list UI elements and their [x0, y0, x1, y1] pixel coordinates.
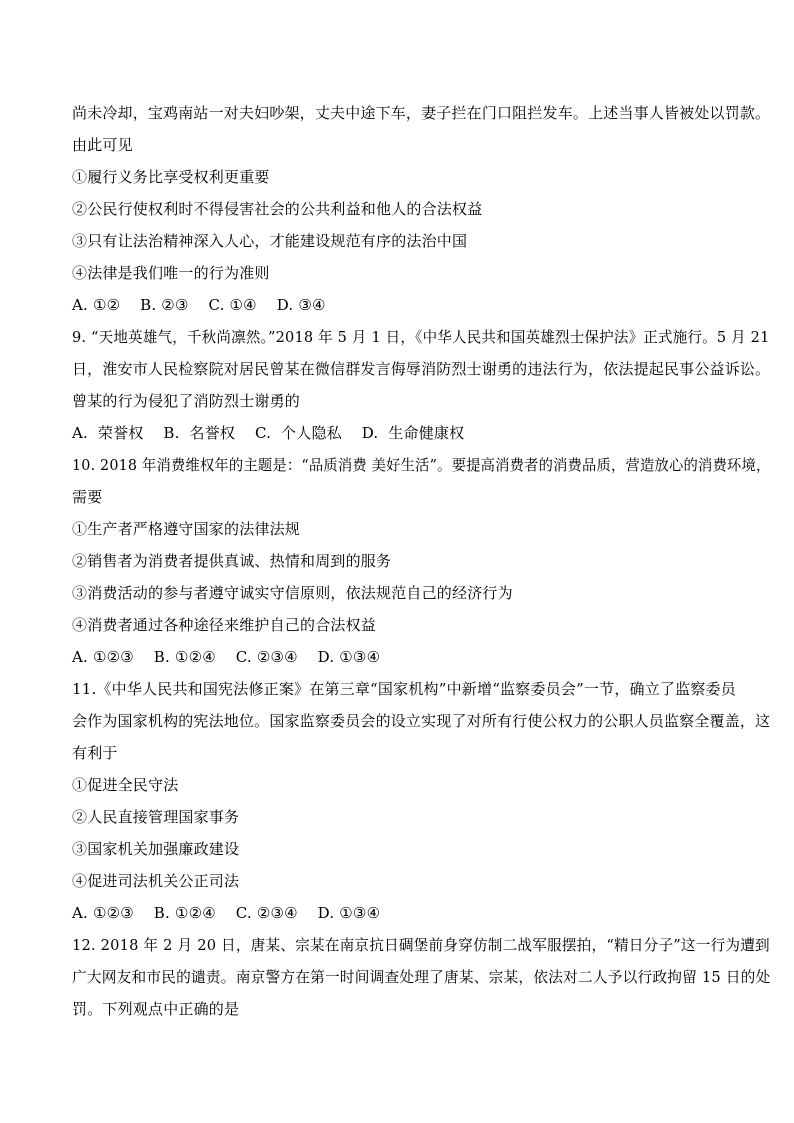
q9-stem-line-3: 曾某的行为侵犯了消防烈士谢勇的	[72, 392, 301, 410]
q10-option-4: ④消费者通过各种途径来维护自己的合法权益	[72, 616, 377, 634]
q8-option-1: ①履行义务比享受权利更重要	[72, 168, 270, 186]
q8-choices: A. ①② B. ②③ C. ①④ D. ③④	[72, 296, 326, 314]
q10-choices: A. ①②③ B. ①②④ C. ②③④ D. ①③④	[72, 648, 381, 666]
q9-stem-line-1: 9. “天地英雄气，千秋尚凛然。”2018 年 5 月 1 日，《中华人民共和国英雄烈士保护法》正式施行。5 月 21	[72, 328, 770, 346]
q10-stem-line-2: 需要	[72, 488, 103, 506]
q8-option-2: ②公民行使权利时不得侵害社会的公共利益和他人的合法权益	[72, 200, 483, 218]
q8-stem-line-1: 尚未冷却，宝鸡南站一对夫妇吵架，丈夫中途下车，妻子拦在门口阻拦发车。上述当事人皆被处以罚款。	[72, 104, 771, 122]
q8-option-4: ④法律是我们唯一的行为准则	[72, 264, 270, 282]
q8-stem-line-2: 由此可见	[72, 136, 133, 154]
q12-stem-line-1: 12. 2018 年 2 月 20 日，唐某、宗某在南京抗日碉堡前身穿仿制二战军服摆拍，“精日分子”这一行为遭到	[72, 936, 770, 954]
q10-option-3: ③消费活动的参与者遵守诚实守信原则，依法规范自己的经济行为	[72, 584, 513, 602]
q10-stem-line-1: 10. 2018 年消费维权年的主题是：“品质消费 美好生活”。要提高消费者的消费品质，营造放心的消费环境，	[72, 456, 771, 474]
q11-stem-line-1: 11.《中华人民共和国宪法修正案》在第三章“国家机构”中新增“监察委员会”一节，确立了监察委员	[72, 680, 736, 698]
q11-option-2: ②人民直接管理国家事务	[72, 808, 240, 826]
q9-choices: A. 荣誉权 B. 名誉权 C. 个人隐私 D. 生命健康权	[72, 424, 465, 442]
q11-stem-line-2: 会作为国家机构的宪法地位。国家监察委员会的设立实现了对所有行使公权力的公职人员监察全覆盖，这	[72, 712, 771, 730]
q10-option-2: ②销售者为消费者提供真诚、热情和周到的服务	[72, 552, 392, 570]
q9-stem-line-2: 日，淮安市人民检察院对居民曾某在微信群发言侮辱消防烈士谢勇的违法行为，依法提起民事公益诉讼。	[72, 360, 771, 378]
q11-option-1: ①促进全民守法	[72, 776, 179, 794]
q10-option-1: ①生产者严格遵守国家的法律法规	[72, 520, 301, 538]
q8-option-3: ③只有让法治精神深入人心，才能建设规范有序的法治中国	[72, 232, 468, 250]
q12-stem-line-2: 广大网友和市民的谴责。南京警方在第一时间调查处理了唐某、宗某，依法对二人予以行政拘留 15 日的处	[72, 968, 771, 986]
q11-option-3: ③国家机关加强廉政建设	[72, 840, 240, 858]
q11-stem-line-3: 有利于	[72, 744, 118, 762]
q11-choices: A. ①②③ B. ①②④ C. ②③④ D. ①③④	[72, 904, 381, 922]
q12-stem-line-3: 罚。下列观点中正确的是	[72, 1000, 240, 1018]
q11-option-4: ④促进司法机关公正司法	[72, 872, 240, 890]
